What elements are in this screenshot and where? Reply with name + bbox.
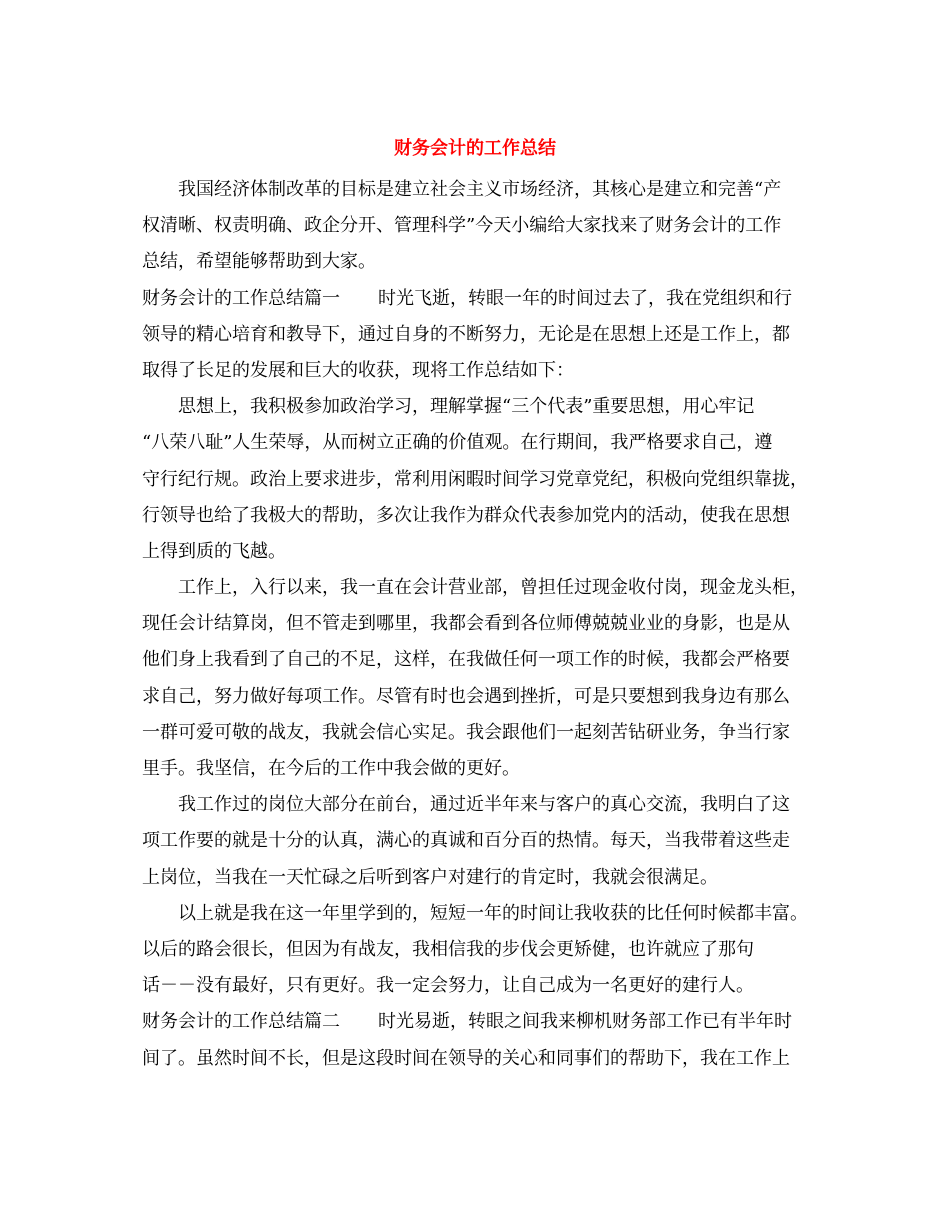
section-heading-line bbox=[142, 281, 814, 317]
paragraph-line: 现任会计结算岗，但不管走到哪里，我都会看到各位师傅兢兢业业的身影，也是从 bbox=[142, 613, 790, 635]
section-heading: 财务会计的工作总结篇二 bbox=[142, 1011, 340, 1033]
section-heading-line bbox=[142, 1004, 814, 1040]
paragraph-text: 时光易逝，转眼之间我来柳机财务部工作已有半年时 bbox=[378, 1011, 792, 1033]
paragraph-line: 话－－没有最好，只有更好。我一定会努力，让自己成为一名更好的建行人。 bbox=[142, 975, 754, 997]
paragraph-line: 他们身上我看到了自己的不足，这样，在我做任何一项工作的时候，我都会严格要 bbox=[142, 649, 790, 671]
paragraph-line: “八荣八耻”人生荣辱，从而树立正确的价值观。在行期间，我严格要求自己，遵 bbox=[142, 432, 773, 454]
paragraph-line: 我工作过的岗位大部分在前台，通过近半年来与客户的真心交流，我明白了这 bbox=[178, 794, 790, 816]
paragraph-line: 上岗位，当我在一天忙碌之后听到客户对建行的肯定时，我就会很满足。 bbox=[142, 866, 718, 888]
paragraph-line: 我国经济体制改革的目标是建立社会主义市场经济，其核心是建立和完善“产 bbox=[178, 179, 782, 200]
paragraph-line: 行领导也给了我极大的帮助，多次让我作为群众代表参加党内的活动，使我在思想 bbox=[142, 504, 790, 526]
paragraph-text: 时光飞逝，转眼一年的时间过去了，我在党组织和行 bbox=[378, 287, 792, 309]
paragraph-line: 以后的路会很长，但因为有战友，我相信我的步伐会更矫健，也许就应了那句 bbox=[142, 938, 754, 960]
paragraph-line: 项工作要的就是十分的认真，满心的真诚和百分百的热情。每天，当我带着这些走 bbox=[142, 830, 790, 852]
section-heading: 财务会计的工作总结篇一 bbox=[142, 287, 340, 309]
paragraph-line: 间了。虽然时间不长，但是这段时间在领导的关心和同事们的帮助下，我在工作上 bbox=[142, 1047, 790, 1069]
document-body bbox=[142, 172, 814, 1077]
paragraph-line: 守行纪行规。政治上要求进步，常利用闲暇时间学习党章党纪，积极向党组织靠拢， bbox=[142, 468, 808, 490]
paragraph-line: 取得了长足的发展和巨大的收获，现将工作总结如下： bbox=[142, 359, 574, 381]
paragraph-line: 以上就是我在这一年里学到的，短短一年的时间让我收获的比任何时候都丰富。 bbox=[178, 902, 808, 924]
paragraph-line: 里手。我坚信，在今后的工作中我会做的更好。 bbox=[142, 758, 520, 779]
paragraph-line: 一群可爱可敬的战友，我就会信心实足。我会跟他们一起刻苦钻研业务，争当行家 bbox=[142, 721, 790, 743]
paragraph-line: 权清晰、权责明确、政企分开、管理科学”今天小编给大家找来了财务会计的工作 bbox=[142, 215, 782, 237]
document-title: 财务会计的工作总结 bbox=[394, 138, 556, 159]
paragraph-line: 思想上，我积极参加政治学习，理解掌握“三个代表”重要思想，用心牢记 bbox=[178, 396, 755, 418]
paragraph-line: 总结，希望能够帮助到大家。 bbox=[142, 251, 376, 273]
paragraph-line: 求自己，努力做好每项工作。尽管有时也会遇到挫折，可是只要想到我身边有那么 bbox=[142, 685, 790, 707]
paragraph-line: 工作上，入行以来，我一直在会计营业部，曾担任过现金收付岗，现金龙头柜， bbox=[178, 577, 808, 599]
paragraph-line: 领导的精心培育和教导下，通过自身的不断努力，无论是在思想上还是工作上，都 bbox=[142, 323, 790, 345]
paragraph-line: 上得到质的飞越。 bbox=[142, 540, 286, 562]
